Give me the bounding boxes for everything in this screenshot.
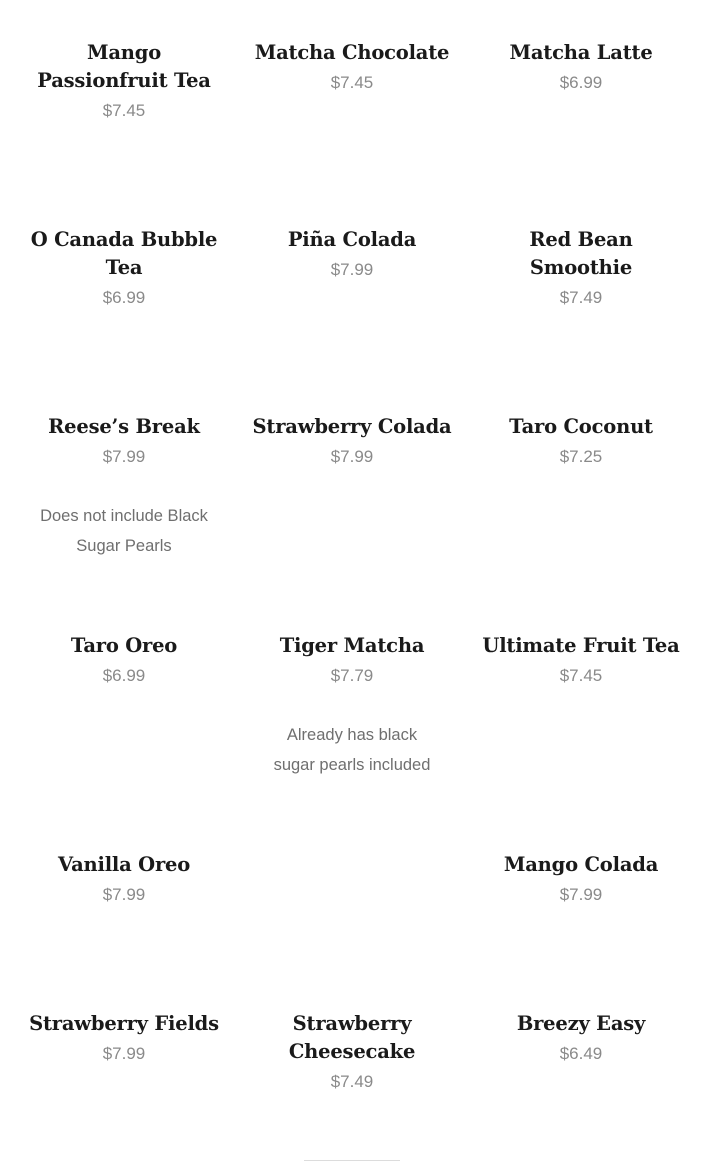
item-price: $7.49 [559,288,603,307]
menu-item[interactable] [238,1010,466,1093]
item-price: $7.45 [559,666,603,685]
item-name: Reese’s Break [48,415,200,438]
menu-item[interactable] [467,413,695,468]
item-name: Mango Passionfruit Tea [37,41,211,92]
item-price: $7.99 [559,885,603,904]
menu-item[interactable] [467,226,695,309]
item-name: Ultimate Fruit Tea [482,634,680,657]
item-name: Red Bean Smoothie [529,228,633,279]
item-price: $7.99 [330,260,374,279]
item-name: O Canada Bubble Tea [30,228,218,279]
item-price: $7.99 [102,885,146,904]
item-name: Matcha Latte [509,41,653,64]
item-name: Taro Coconut [509,415,653,438]
item-price: $7.45 [102,101,146,120]
item-name: Piña Colada [287,228,417,251]
item-name: Taro Oreo [70,634,178,657]
item-price: $7.79 [330,666,374,685]
item-name: Breezy Easy [516,1012,646,1035]
menu-item[interactable] [10,226,238,309]
menu-item[interactable] [238,413,466,468]
item-name: Matcha Chocolate [254,41,450,64]
item-name: Tiger Matcha [279,634,425,657]
item-price: $6.99 [102,288,146,307]
menu-item[interactable] [10,1010,238,1065]
item-price: $7.25 [559,447,603,466]
item-price: $6.99 [102,666,146,685]
menu-item[interactable] [238,632,466,780]
item-name: Strawberry Colada [252,415,452,438]
menu-item[interactable] [467,851,695,906]
item-price: $7.49 [330,1072,374,1091]
item-note: Does not include Black Sugar Pearls [40,507,208,555]
item-price: $7.99 [330,447,374,466]
menu-item[interactable] [10,851,238,906]
item-price: $6.49 [559,1044,603,1063]
item-note: Already has black sugar pearls included [273,726,431,774]
item-price: $7.99 [102,1044,146,1063]
item-price: $7.45 [330,73,374,92]
divider [304,1160,400,1161]
menu-item[interactable] [238,226,466,281]
item-name: Strawberry Cheesecake [288,1012,416,1063]
menu-item[interactable] [467,632,695,687]
menu-item[interactable] [10,39,238,122]
item-price: $7.99 [102,447,146,466]
menu-item[interactable] [10,413,238,561]
item-name: Strawberry Fields [29,1012,219,1035]
item-name: Vanilla Oreo [57,853,191,876]
menu-item[interactable] [10,632,238,687]
menu-item[interactable] [467,1010,695,1065]
item-price: $6.99 [559,73,603,92]
menu-item[interactable] [238,39,466,94]
menu-item[interactable] [467,39,695,94]
item-name: Mango Colada [503,853,659,876]
